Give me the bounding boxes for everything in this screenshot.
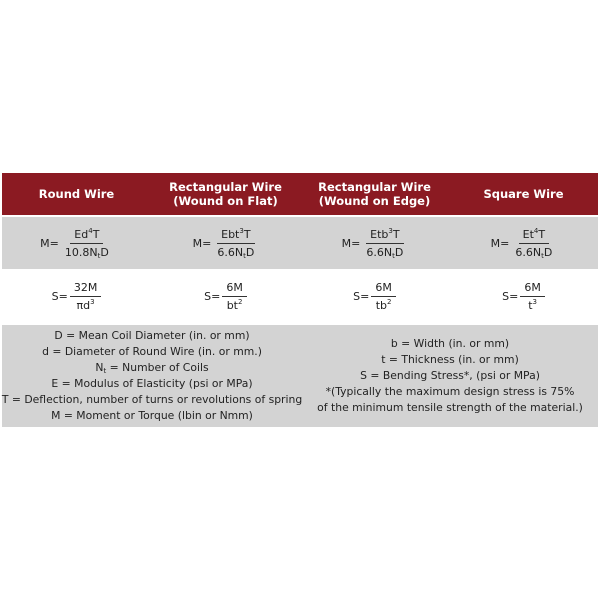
formula-denominator: $6.6N_tD$ [217,245,255,260]
stress-formula-rect-edge [300,269,449,323]
formula-fraction [371,281,396,312]
header-label: Square Wire [483,187,564,201]
moment-formula-square [449,217,598,269]
legend-line: *(Typically the maximum design stress is 75% [325,385,575,398]
formula-numerator: Etb$^3$T [366,228,403,244]
moment-formula-round [2,217,151,269]
formula-numerator: 6M [371,281,396,297]
formula-lhs: S= [353,289,370,303]
formula-denominator: $\pi d^3$ [76,297,95,312]
formula-lhs: S= [502,289,519,303]
header-label: Rectangular Wire [169,180,282,194]
moment-formula-row [2,217,598,269]
formula-lhs: M= [40,236,59,250]
formula-numerator: 6M [520,281,545,297]
formula-denominator: $t^3$ [528,297,537,312]
formula-fraction [213,228,258,259]
legend-left-column [2,325,302,427]
formula-lhs: S= [51,289,68,303]
formula-denominator: $6.6N_tD$ [515,245,553,260]
formula-numerator: Et$^4$T [519,228,549,244]
formula-denominator: $10.8N_tD$ [64,245,109,260]
formula-denominator: $6.6N_tD$ [366,245,404,260]
formula-numerator: 32M [70,281,102,297]
legend-line: D = Mean Coil Diameter (in. or mm) [54,329,250,342]
legend-line: t = Thickness (in. or mm) [381,353,519,366]
header-rect-wire-edge [300,173,449,215]
header-sublabel: (Wound on Flat) [173,194,278,208]
stress-formula-rect-flat [151,269,300,323]
header-label: Round Wire [38,187,115,201]
legend-line: T = Deflection, number of turns or revolutions of spring [1,393,303,406]
header-sublabel: (Wound on Edge) [318,194,431,208]
legend-line: S = Bending Stress*, (psi or MPa) [360,369,540,382]
formula-lhs: M= [192,236,212,250]
stress-formula-square [449,269,598,323]
formula-fraction [362,228,407,259]
formula-numerator: Ebt$^3$T [217,228,254,244]
stress-formula-row [2,269,598,323]
legend-line: b = Width (in. or mm) [390,337,510,350]
formula-lhs: M= [490,236,510,250]
formula-denominator: $tb^2$ [375,297,392,312]
formula-fraction [222,281,247,312]
table-header-row [2,173,598,215]
formula-fraction [70,281,102,312]
legend-line: $N_t$ = Number of Coils [95,361,209,375]
legend-line: E = Modulus of Elasticity (psi or MPa) [51,377,253,390]
formula-lhs: S= [204,289,221,303]
legend-line: M = Moment or Torque (lbin or Nmm) [51,409,253,422]
legend-line: of the minimum tensile strength of the material.) [317,401,583,414]
formula-numerator: Ed$^4$T [70,228,103,244]
spring-formula-table [2,173,598,427]
formula-numerator: 6M [222,281,247,297]
legend-right-column [302,325,598,427]
formula-fraction [511,228,556,259]
formula-fraction [520,281,545,312]
formula-lhs: M= [341,236,361,250]
formula-fraction [61,228,113,259]
moment-formula-rect-edge [300,217,449,269]
formula-denominator: $bt^2$ [226,297,243,312]
moment-formula-rect-flat [151,217,300,269]
header-round-wire [2,173,151,215]
header-rect-wire-flat [151,173,300,215]
stress-formula-round [2,269,151,323]
header-label: Rectangular Wire [318,180,431,194]
header-square-wire [449,173,598,215]
variable-legend [2,325,598,427]
legend-line: d = Diameter of Round Wire (in. or mm.) [42,345,262,358]
